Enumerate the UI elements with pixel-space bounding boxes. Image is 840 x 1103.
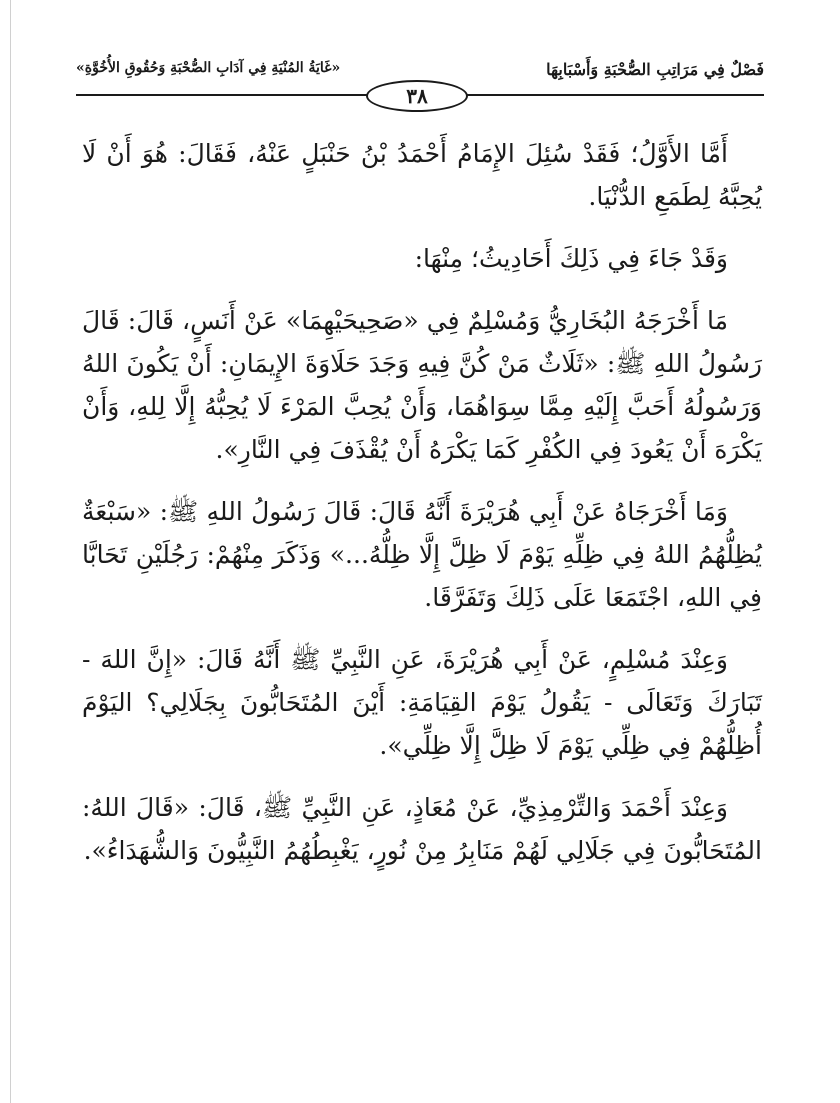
paragraph: أَمَّا الأَوَّلُ؛ فَقَدْ سُئِلَ الإِمَامُ أَحْمَدُ بْنُ حَنْبَلٍ عَنْهُ، فَقَالَ: هُوَ أَنْ لَا يُحِبَّهُ لِطَمَعِ الدُّنْيَا. — [82, 139, 762, 211]
book-title: «غَايَةُ المُنْيَةِ فِي آدَابِ الصُّحْبَةِ وَحُقُوقِ الأُخُوَّةِ» — [76, 60, 341, 76]
page-body — [82, 132, 762, 891]
chapter-title: فَصْلٌ فِي مَرَاتِبِ الصُّحْبَةِ وَأَسْبَابِهَا — [546, 60, 764, 79]
page-number: ٣٨ — [366, 80, 468, 112]
paragraph: وَمَا أَخْرَجَاهُ عَنْ أَبِي هُرَيْرَةَ أَنَّهُ قَالَ: قَالَ رَسُولُ اللهِ ﷺ: «سَبْعَةٌ يُظِلُّهُمُ اللهُ فِي ظِلِّهِ يَوْمَ لَا ظِلَّ إِلَّا ظِلُّهُ...» وَذَكَرَ مِنْهُمْ: رَجُلَيْنِ تَحَابَّا فِي اللهِ، اجْتَمَعَا عَلَى ذَلِكَ وَتَفَرَّقَا. — [82, 497, 762, 612]
running-header — [76, 50, 764, 110]
paragraph: وَعِنْدَ مُسْلِمٍ، عَنْ أَبِي هُرَيْرَةَ، عَنِ النَّبِيِّ ﷺ أَنَّهُ قَالَ: «إِنَّ اللهَ - تَبَارَكَ وَتَعَالَى - يَقُولُ يَوْمَ القِيَامَةِ: أَيْنَ المُتَحَابُّونَ بِجَلَالِي؟ اليَوْمَ أُظِلُّهُمْ فِي ظِلِّي يَوْمَ لَا ظِلَّ إِلَّا ظِلِّي». — [82, 645, 762, 760]
paragraph: مَا أَخْرَجَهُ البُخَارِيُّ وَمُسْلِمٌ فِي «صَحِيحَيْهِمَا» عَنْ أَنَسٍ، قَالَ: قَالَ رَسُولُ اللهِ ﷺ: «ثَلَاثٌ مَنْ كُنَّ فِيهِ وَجَدَ حَلَاوَةَ الإِيمَانِ: أَنْ يَكُونَ اللهُ وَرَسُولُهُ أَحَبَّ إِلَيْهِ مِمَّا سِوَاهُمَا، وَأَنْ يُحِبَّ المَرْءَ لَا يُحِبُّهُ إِلَّا لِلهِ، وَأَنْ يَكْرَهَ أَنْ يَعُودَ فِي الكُفْرِ كَمَا يَكْرَهُ أَنْ يُقْذَفَ فِي النَّارِ». — [82, 306, 762, 464]
page-edge-line — [10, 0, 11, 1103]
paragraph: وَعِنْدَ أَحْمَدَ وَالتِّرْمِذِيِّ، عَنْ مُعَاذٍ، عَنِ النَّبِيِّ ﷺ، قَالَ: «قَالَ اللهُ: المُتَحَابُّونَ فِي جَلَالِي لَهُمْ مَنَابِرُ مِنْ نُورٍ، يَغْبِطُهُمُ النَّبِيُّونَ وَالشُّهَدَاءُ». — [82, 793, 762, 865]
paragraph: وَقَدْ جَاءَ فِي ذَلِكَ أَحَادِيثُ؛ مِنْهَا: — [414, 244, 728, 273]
